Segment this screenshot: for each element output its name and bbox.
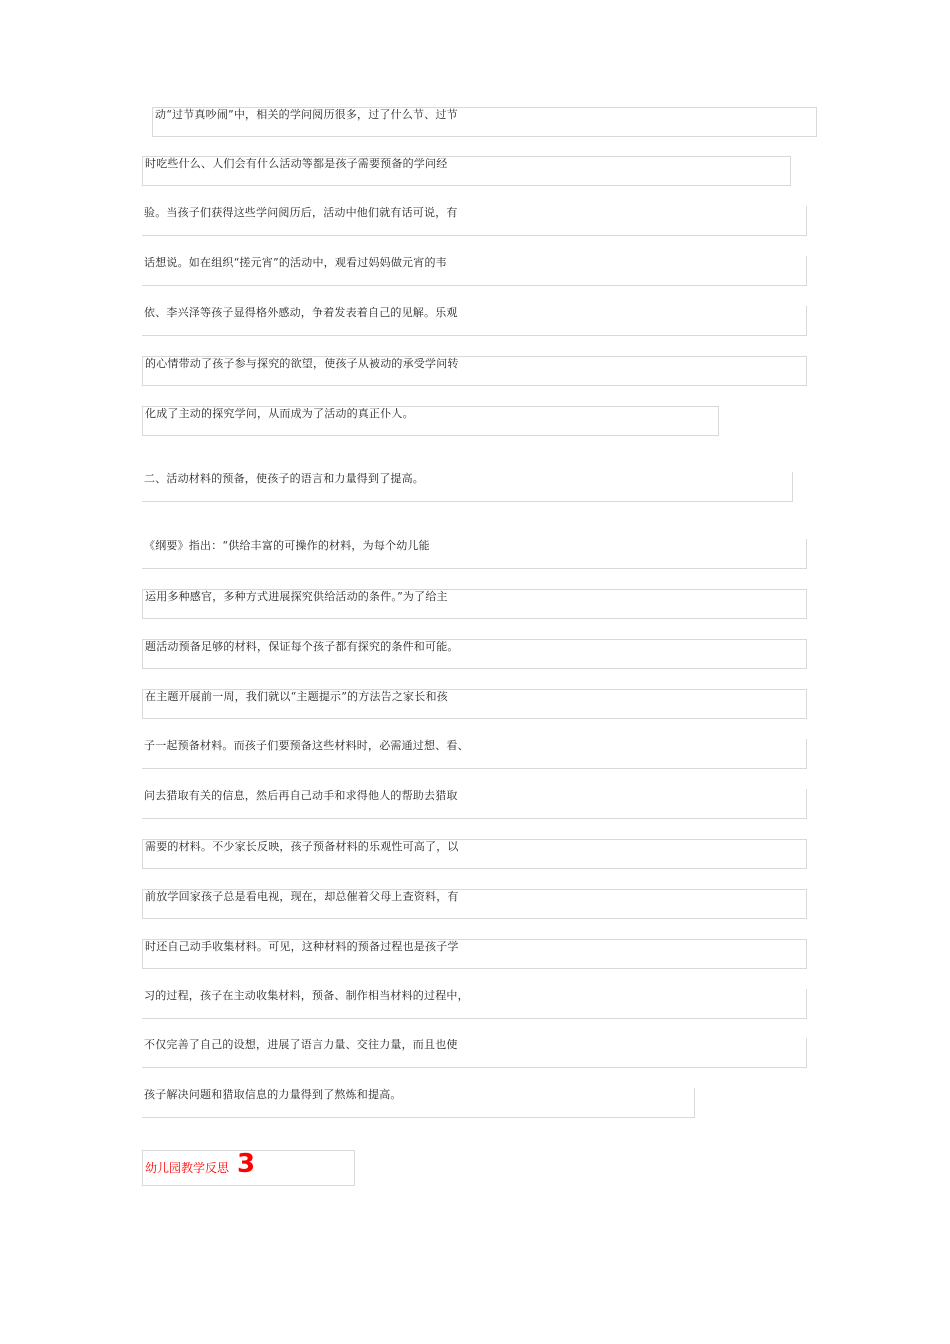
text-line — [142, 539, 807, 569]
line-text: 需要的材料。不少家长反映，孩子预备材料的乐观性可高了，以 — [145, 840, 459, 853]
line-text: 问去猎取有关的信息，然后再自己动手和求得他人的帮助去猎取 — [144, 789, 458, 802]
text-line — [142, 789, 807, 819]
line-text: 子一起预备材料。而孩子们要预备这些材料时，必需通过想、看、 — [144, 739, 469, 752]
text-line — [142, 1088, 695, 1118]
line-text: 不仅完善了自己的设想，进展了语言力量、交往力量，而且也使 — [144, 1038, 458, 1051]
heading-number: 3 — [237, 1149, 256, 1179]
line-text: 的心情带动了孩子参与探究的欲望，使孩子从被动的承受学问转 — [145, 357, 459, 370]
text-line — [142, 889, 807, 919]
text-line — [142, 406, 719, 436]
text-line — [142, 639, 807, 669]
line-text: 题活动预备足够的材料，保证每个孩子都有探究的条件和可能。 — [145, 640, 459, 653]
line-text: 在主题开展前一周，我们就以“主题提示”的方法告之家长和孩 — [145, 690, 448, 703]
line-text: 依、李兴泽等孩子显得格外感动，争着发表着自己的见解。乐观 — [144, 306, 458, 319]
line-text: 孩子解决问题和猎取信息的力量得到了熬炼和提高。 — [144, 1088, 402, 1101]
line-text: 习的过程，孩子在主动收集材料，预备、制作相当材料的过程中， — [144, 989, 469, 1002]
line-text: 化成了主动的探究学问，从而成为了活动的真正仆人。 — [145, 407, 414, 420]
line-text: 时还自己动手收集材料。可见，这种材料的预备过程也是孩子学 — [145, 940, 459, 953]
line-text: 话想说。如在组织“搓元宵”的活动中，观看过妈妈做元宵的韦 — [144, 256, 447, 269]
text-line — [142, 839, 807, 869]
text-line — [142, 1038, 807, 1068]
text-line — [142, 939, 807, 969]
line-text: 验。当孩子们获得这些学问阅历后，活动中他们就有话可说，有 — [144, 206, 458, 219]
text-line — [142, 356, 807, 386]
line-text: 动“过节真吵闹”中，相关的学问阅历很多，过了什么节、过节 — [155, 108, 458, 121]
text-line — [142, 206, 807, 236]
section-heading-line — [142, 472, 793, 502]
article-heading — [142, 1150, 355, 1186]
line-text: 时吃些什么、人们会有什么活动等都是孩子需要预备的学问经 — [145, 157, 448, 170]
text-line — [152, 107, 817, 137]
line-text: 《纲要》指出：“供给丰富的可操作的材料，为每个幼儿能 — [144, 539, 430, 552]
heading-title: 幼儿园教学反思 — [145, 1161, 230, 1175]
text-line — [142, 739, 807, 769]
line-text: 前放学回家孩子总是看电视，现在，却总催着父母上查资料，有 — [145, 890, 459, 903]
text-line — [142, 256, 807, 286]
text-line — [142, 689, 807, 719]
text-line — [142, 306, 807, 336]
line-text: 二、活动材料的预备，使孩子的语言和力量得到了提高。 — [144, 472, 424, 485]
text-line — [142, 589, 807, 619]
text-line — [142, 156, 791, 186]
text-line — [142, 989, 807, 1019]
line-text: 运用多种感官，多种方式进展探究供给活动的条件。”为了给主 — [145, 590, 448, 603]
